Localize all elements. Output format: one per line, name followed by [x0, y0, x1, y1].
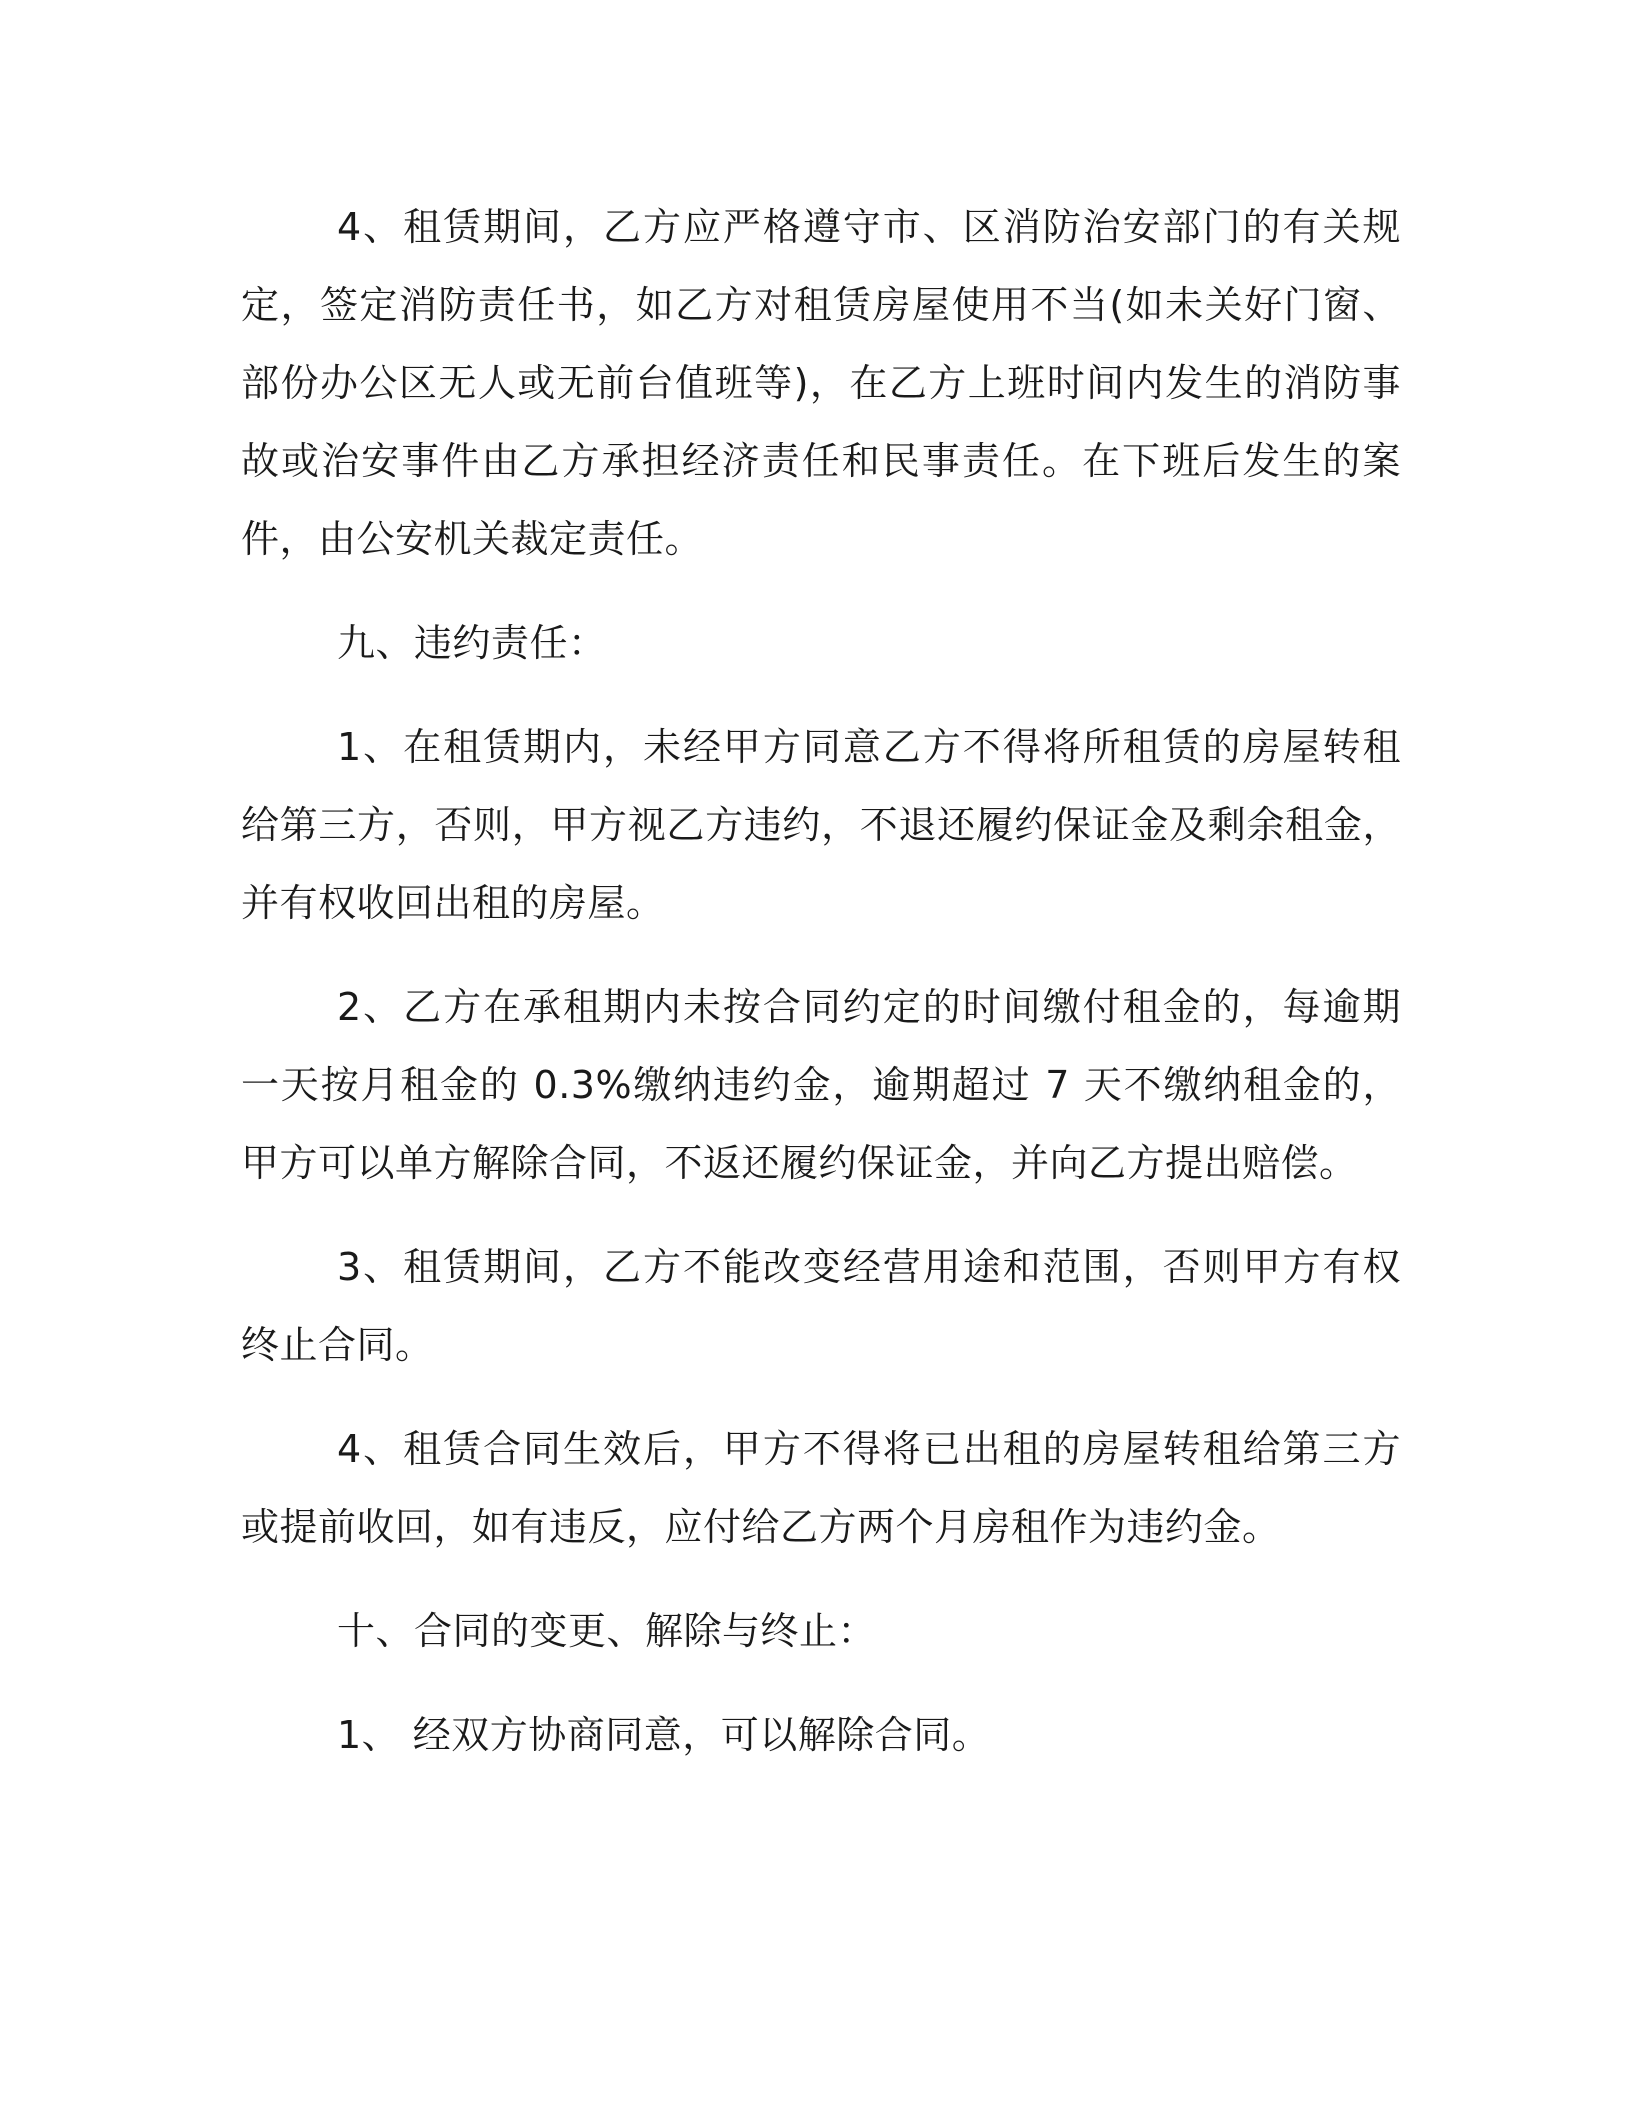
clause-9-4-paragraph: 4、租赁合同生效后，甲方不得将已出租的房屋转租给第三方或提前收回，如有违反，应付给乙方两个月房租作为违约金。: [241, 1427, 1401, 1549]
paragraph-spacer: [241, 942, 1401, 968]
document-body: [241, 188, 1401, 1774]
paragraph-spacer: [241, 1566, 1401, 1592]
paragraph-spacer: [241, 1670, 1401, 1696]
section-10-heading: 十、合同的变更、解除与终止：: [337, 1609, 877, 1653]
paragraph-spacer: [241, 1202, 1401, 1228]
clause-9-2-paragraph: 2、乙方在承租期内未按合同约定的时间缴付租金的，每逾期一天按月租金的 0.3%缴纳违约金，逾期超过 7 天不缴纳租金的，甲方可以单方解除合同，不返还履约保证金，并向乙方提出赔偿。: [241, 985, 1401, 1185]
clause-10-1-paragraph: 1、 经双方协商同意，可以解除合同。: [337, 1713, 991, 1757]
paragraph-spacer: [241, 578, 1401, 604]
paragraph-spacer: [241, 682, 1401, 708]
paragraph-spacer: [241, 1384, 1401, 1410]
clause-9-3-paragraph: 3、租赁期间，乙方不能改变经营用途和范围，否则甲方有权终止合同。: [241, 1245, 1401, 1367]
section-9-heading: 九、违约责任：: [337, 621, 607, 665]
clause-8-4-paragraph: 4、租赁期间，乙方应严格遵守市、区消防治安部门的有关规定，签定消防责任书，如乙方对租赁房屋使用不当(如未关好门窗、部份办公区无人或无前台值班等)，在乙方上班时间内发生的消防事故或治安事件由乙方承担经济责任和民事责任。在下班后发生的案件，由公安机关裁定责任。: [241, 205, 1401, 561]
clause-9-1-paragraph: 1、在租赁期内，未经甲方同意乙方不得将所租赁的房屋转租给第三方，否则，甲方视乙方违约，不退还履约保证金及剩余租金，并有权收回出租的房屋。: [241, 725, 1401, 925]
